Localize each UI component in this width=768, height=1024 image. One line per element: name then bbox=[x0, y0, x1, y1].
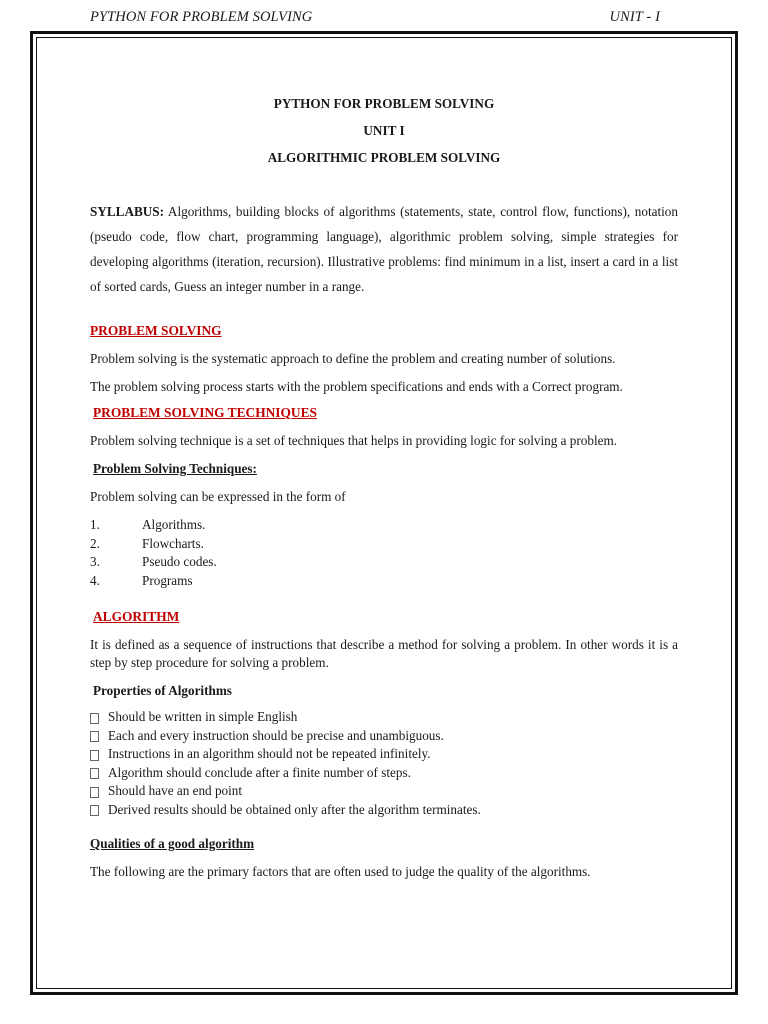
syllabus-label: SYLLABUS: bbox=[90, 204, 165, 219]
title-block bbox=[90, 94, 678, 175]
running-header-title: PYTHON FOR PROBLEM SOLVING bbox=[90, 9, 313, 25]
problem-solving-paragraph-2: The problem solving process starts with the problem specifications and ends with a Correct program. bbox=[90, 379, 623, 394]
list-item: Algorithm should conclude after a finite number of steps. bbox=[90, 764, 678, 783]
problem-solving-paragraph-1: Problem solving is the systematic approach to define the problem and creating number of solutions. bbox=[90, 351, 616, 366]
missing-glyph-icon bbox=[90, 805, 99, 816]
running-header-unit: UNIT - I bbox=[609, 9, 660, 25]
list-item: 4. Programs bbox=[90, 572, 193, 588]
running-header bbox=[90, 9, 660, 27]
missing-glyph-icon bbox=[90, 787, 99, 798]
missing-glyph-icon bbox=[90, 731, 99, 742]
list-item: Instructions in an algorithm should not be repeated infinitely. bbox=[90, 745, 678, 764]
list-item: 1. Algorithms. bbox=[90, 517, 206, 532]
techniques-paragraph: Problem solving technique is a set of techniques that helps in providing logic for solving a problem. bbox=[90, 433, 618, 448]
missing-glyph-icon bbox=[90, 713, 99, 724]
heading-techniques: PROBLEM SOLVING TECHNIQUES bbox=[93, 405, 317, 420]
syllabus-paragraph bbox=[90, 199, 678, 299]
algorithm-definition: It is defined as a sequence of instructions that describe a method for solving a problem. In other words it is a step by step procedure for solving a problem. bbox=[90, 637, 678, 670]
list-item: Derived results should be obtained only after the algorithm terminates. bbox=[90, 801, 678, 820]
techniques-list bbox=[90, 516, 678, 590]
title-course: PYTHON FOR PROBLEM SOLVING bbox=[273, 96, 495, 111]
subheading-techniques: Problem Solving Techniques: bbox=[93, 461, 257, 476]
qualities-paragraph: The following are the primary factors that are often used to judge the quality of the algorithms. bbox=[90, 864, 591, 879]
list-item: 3. Pseudo codes. bbox=[90, 554, 217, 569]
list-item: Should be written in simple English bbox=[90, 708, 678, 727]
section-techniques bbox=[90, 404, 678, 590]
list-item: 2. Flowcharts. bbox=[90, 535, 204, 551]
list-item: Should have an end point bbox=[90, 782, 678, 801]
section-algorithm bbox=[90, 608, 678, 881]
techniques-intro: Problem solving can be expressed in the form of bbox=[90, 489, 346, 504]
syllabus-text: Algorithms, building blocks of algorithms (statements, state, control flow, functions), notation (pseudo code, flow chart, programming language), algorithmic problem solving, simple strategies for developing algorithms (iteration, recursion). Illustrative problems: find minimum in a list, insert a card in a list of sorted cards, Guess an integer number in a range. bbox=[90, 204, 678, 294]
section-problem-solving bbox=[90, 322, 678, 396]
properties-list bbox=[90, 708, 678, 819]
document-body bbox=[90, 94, 678, 881]
list-item: Each and every instruction should be precise and unambiguous. bbox=[90, 727, 678, 746]
heading-problem-solving: PROBLEM SOLVING bbox=[90, 323, 222, 338]
missing-glyph-icon bbox=[90, 750, 99, 761]
title-topic: ALGORITHMIC PROBLEM SOLVING bbox=[267, 150, 501, 165]
title-unit: UNIT I bbox=[363, 123, 405, 138]
heading-qualities: Qualities of a good algorithm bbox=[90, 836, 255, 851]
missing-glyph-icon bbox=[90, 768, 99, 779]
heading-algorithm: ALGORITHM bbox=[93, 609, 180, 624]
heading-properties: Properties of Algorithms bbox=[93, 683, 232, 698]
